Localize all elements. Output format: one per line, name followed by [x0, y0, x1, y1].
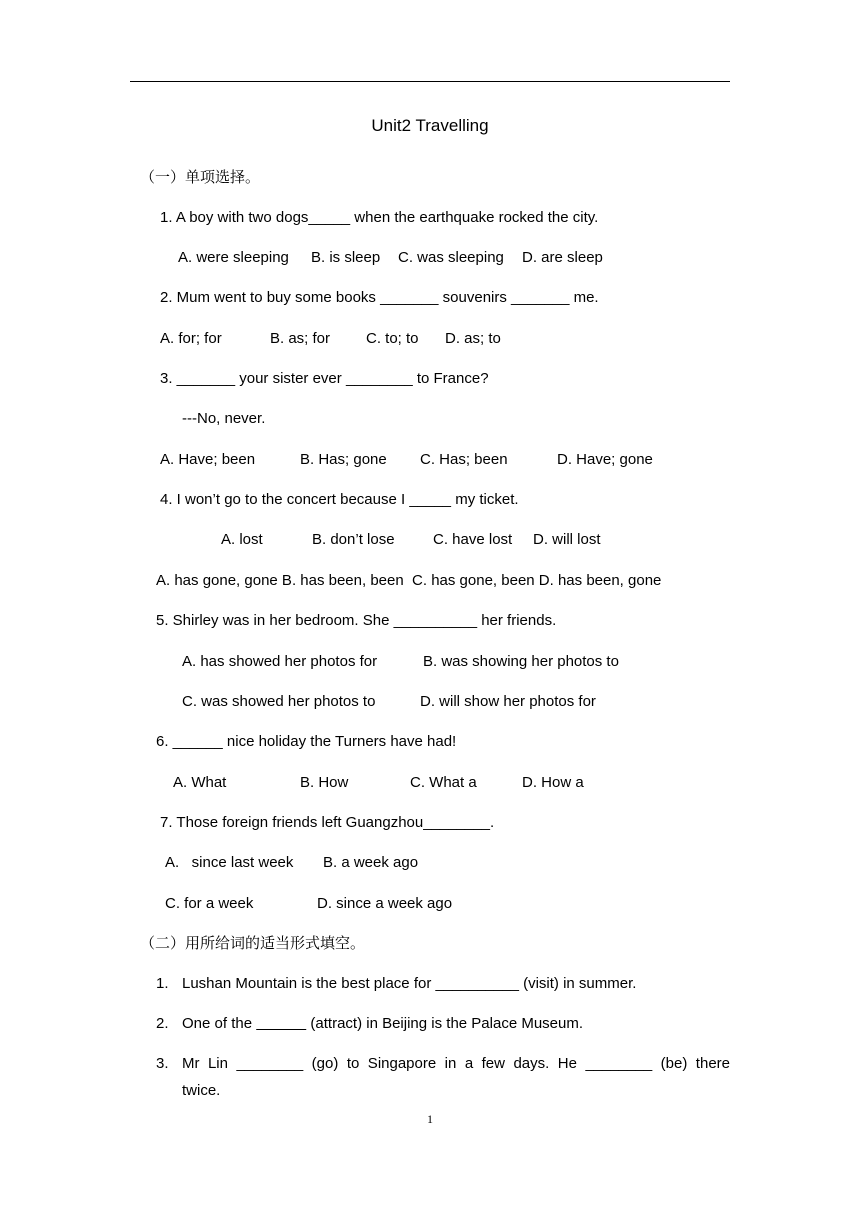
question-7-option-d: D. since a week ago	[317, 895, 453, 912]
question-2-option-a: A. for; for	[160, 330, 222, 347]
question-3-stem: 3. _______ your sister ever ________ to France?	[160, 370, 489, 387]
question-1-option-c: C. was sleeping	[398, 249, 504, 266]
question-2-option-d: D. as; to	[445, 330, 501, 347]
fill-item-2-blank	[256, 1015, 306, 1032]
question-4-option-c: C. have lost	[433, 531, 513, 548]
question-2-option-c: C. to; to	[366, 330, 419, 347]
question-1-option-a: A. were sleeping	[178, 249, 289, 266]
question-4-option-a: A. lost	[221, 531, 263, 548]
question-7-option-b: B. a week ago	[323, 854, 419, 871]
section-2-heading: （二）用所给词的适当形式填空。	[140, 934, 366, 952]
question-6-option-d: D. How a	[522, 774, 584, 791]
section-1-heading: （一）单项选择。	[140, 168, 261, 186]
question-5-option-d: D. will show her photos for	[420, 693, 596, 710]
fill-item-2-text	[182, 1014, 583, 1034]
fill-item-3-line-1: Mr Lin ________ (go) to Singapore in a few days. He ________ (be) there	[182, 1055, 730, 1072]
question-5-option-b: B. was showing her photos to	[423, 653, 619, 670]
fill-item-2-post: (attract) in Beijing is the Palace Museum.	[306, 1015, 584, 1032]
page-title: Unit2 Travelling	[371, 116, 489, 135]
question-2-option-b: B. as; for	[270, 330, 331, 347]
question-5-option-c: C. was showed her photos to	[182, 693, 376, 710]
question-1-stem: 1. A boy with two dogs_____ when the earthquake rocked the city.	[160, 209, 599, 226]
question-6-option-a: A. What	[173, 774, 227, 791]
question-1-option-b: B. is sleep	[311, 249, 381, 266]
question-6-option-b: B. How	[300, 774, 349, 791]
fill-item-1-text: Lushan Mountain is the best place for __________ (visit) in summer.	[182, 975, 637, 992]
fill-item-2-number: 2.	[156, 1015, 169, 1032]
header-rule	[130, 81, 730, 82]
question-4-option-b: B. don’t lose	[312, 531, 395, 548]
question-6-option-c: C. What a	[410, 774, 477, 791]
fill-item-2-pre: One of the	[182, 1015, 257, 1032]
question-3-option-b: B. Has; gone	[300, 451, 387, 468]
fill-item-1-number: 1.	[156, 975, 169, 992]
question-4-option-d: D. will lost	[533, 531, 601, 548]
page-number: 1	[427, 1112, 433, 1126]
question-5-option-a: A. has showed her photos for	[182, 653, 378, 670]
fill-item-3-number: 3.	[156, 1055, 169, 1072]
fill-item-3-line-2: twice.	[182, 1082, 221, 1099]
question-6-stem: 6. ______ nice holiday the Turners have had!	[156, 733, 457, 750]
question-4-stem: 4. I won’t go to the concert because I _____ my ticket.	[160, 491, 519, 508]
question-7-stem: 7. Those foreign friends left Guangzhou________.	[160, 814, 495, 831]
question-7-option-c: C. for a week	[165, 895, 254, 912]
question-3-option-d: D. Have; gone	[557, 451, 653, 468]
question-3-option-c: C. Has; been	[420, 451, 508, 468]
question-1-option-d: D. are sleep	[522, 249, 603, 266]
question-5-stem: 5. Shirley was in her bedroom. She __________ her friends.	[156, 612, 557, 629]
question-3-answer: ---No, never.	[182, 410, 266, 427]
question-4-extra-options: A. has gone, gone B. has been, been C. has gone, been D. has been, gone	[156, 572, 662, 589]
question-7-option-a: A. since last week	[165, 854, 294, 871]
question-3-option-a: A. Have; been	[160, 451, 256, 468]
question-2-stem: 2. Mum went to buy some books _______ souvenirs _______ me.	[160, 289, 599, 306]
